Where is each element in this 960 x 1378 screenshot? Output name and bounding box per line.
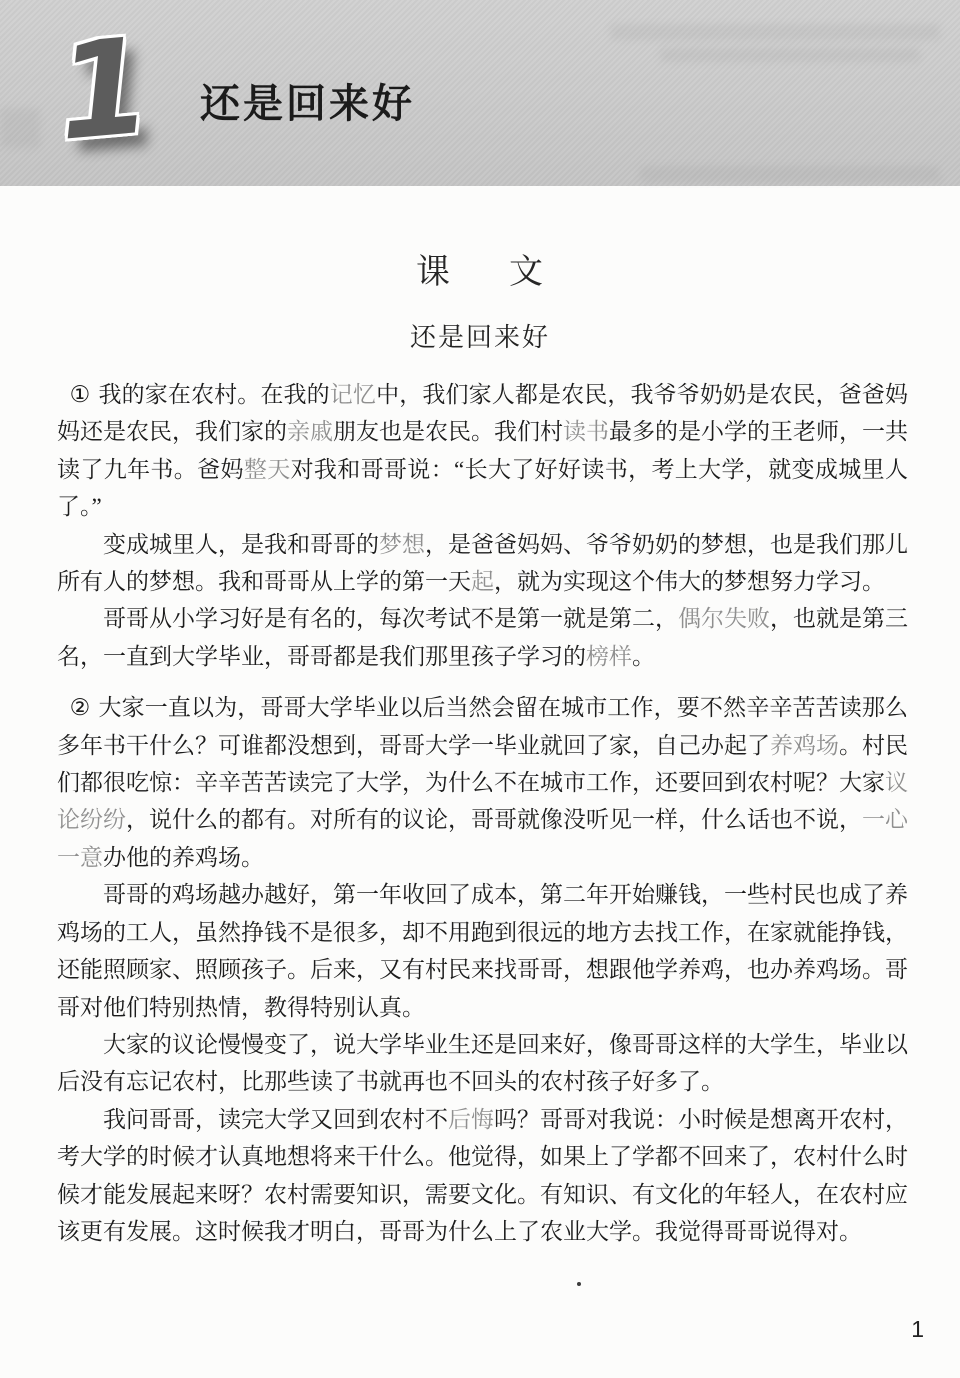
lesson-header-banner — [0, 0, 960, 186]
vocab-word: 整天 — [243, 456, 291, 482]
text-segment: 哥哥的鸡场越办越好，第一年收回了成本，第二年开始赚钱，一些村民也成了养鸡场的工人，虽然挣钱不是很多，却不用跑到很远的地方去找工作，在家就能挣钱，还能照顾家、照顾孩子。后来，又有村民来找哥哥，想跟他学养鸡，也办养鸡场。哥哥对他们特别热情，教得特别认真。 — [57, 882, 908, 1020]
text-segment: ，说什么的都有。对所有的议论，哥哥就像没听见一样，什么话也不说， — [126, 807, 862, 833]
text-segment: 朋友也是农民。我们村 — [333, 419, 563, 445]
text-segment: 我的家在农村。在我的 — [98, 382, 330, 407]
lesson-title: 还是回来好 — [200, 82, 415, 126]
text-segment: 变成城里人，是我和哥哥的 — [103, 531, 379, 557]
bleed-through-smudge — [0, 108, 40, 148]
text-segment: 对我和哥哥说：“长大了好好读书，考上大学，就变成城里人了。” — [57, 456, 909, 520]
vocab-word: 记忆 — [329, 382, 377, 407]
vocab-word: 起 — [471, 569, 494, 595]
vocab-word: 养鸡场 — [770, 732, 839, 758]
paragraph — [57, 526, 908, 601]
lesson-content — [0, 186, 960, 1250]
paragraph-number-marker: ② — [69, 695, 91, 721]
section-heading-char: 文 — [509, 254, 544, 291]
vocab-word: 梦想 — [379, 531, 425, 557]
paragraph — [57, 876, 908, 1026]
stray-dot-artifact — [577, 1282, 581, 1286]
vocab-word: 后悔 — [448, 1106, 494, 1132]
text-segment: ，就为实现这个伟大的梦想努力学习。 — [494, 569, 885, 595]
text-segment: ，是爸爸妈妈、爷爷奶奶的梦想，也是我们那儿所有人的梦想。我和哥哥从上学的第一天 — [57, 531, 908, 595]
lesson-number: 1 — [51, 9, 157, 171]
text-segment: ，也就是第三名，一直到大学毕业，哥哥都是我们那里孩子学习的 — [57, 606, 908, 669]
text-segment: 中，我们家人都是农民，我爷爷奶奶是农民，爸爸妈妈还是农民，我们家的 — [57, 382, 909, 445]
paragraph — [57, 1101, 908, 1251]
bleed-through-smudge — [640, 166, 940, 182]
text-body — [57, 376, 908, 1250]
text-segment: 办他的养鸡场。 — [103, 844, 264, 870]
bleed-through-smudge — [660, 48, 920, 62]
text-segment: 。 — [632, 643, 655, 669]
text-segment: 吗？哥哥对我说：小时候是想离开农村，考大学的时候才认真地想将来干什么。他觉得，如果上了学都不回来了，农村什么时候才能发展起来呀？农村需要知识，需要文化。有知识、有文化的年轻人，在农村应该更有发展。这时候我才明白，哥哥为什么上了农业大学。我觉得哥哥说得对。 — [57, 1106, 908, 1244]
text-segment: 哥哥从小学习好是有名的，每次考试不是第一就是第二， — [103, 606, 678, 632]
vocab-word: 榜样 — [586, 643, 632, 669]
text-segment: 我问哥哥，读完大学又回到农村不 — [103, 1106, 448, 1132]
vocab-word: 议论纷纷 — [57, 770, 908, 833]
page-number: 1 — [911, 1316, 924, 1342]
text-segment: 大家的议论慢慢变了，说大学毕业生还是回来好，像哥哥这样的大学生，毕业以后没有忘记农村，比那些读了书就再也不回头的农村孩子好多了。 — [57, 1031, 908, 1095]
vocab-word: 读书 — [563, 419, 609, 445]
text-segment: 。村民们都很吃惊：辛辛苦苦读完了大学，为什么不在城市工作，还要回到农村呢？大家 — [57, 732, 908, 796]
paragraph — [57, 1026, 908, 1101]
bleed-through-smudge — [610, 24, 940, 40]
paragraph — [57, 600, 908, 675]
text-title: 还是回来好 — [409, 323, 550, 352]
vocab-word: 偶尔失败 — [678, 606, 770, 632]
section-heading-char: 课 — [416, 254, 451, 291]
section-heading — [0, 244, 960, 293]
text-segment: 大家一直以为，哥哥大学毕业以后当然会留在城市工作，要不然辛辛苦苦读那么多年书干什么？可谁都没想到，哥哥大学一毕业就回了家，自己办起了 — [57, 695, 909, 758]
vocab-word: 亲戚 — [287, 419, 333, 445]
text-segment: 最多的是小学的王老师，一共读了九年书。爸妈 — [57, 419, 908, 482]
paragraph-number-marker: ① — [69, 382, 91, 407]
paragraph — [57, 376, 908, 526]
paragraph — [57, 689, 908, 876]
vocab-word: 一心一意 — [57, 807, 908, 870]
